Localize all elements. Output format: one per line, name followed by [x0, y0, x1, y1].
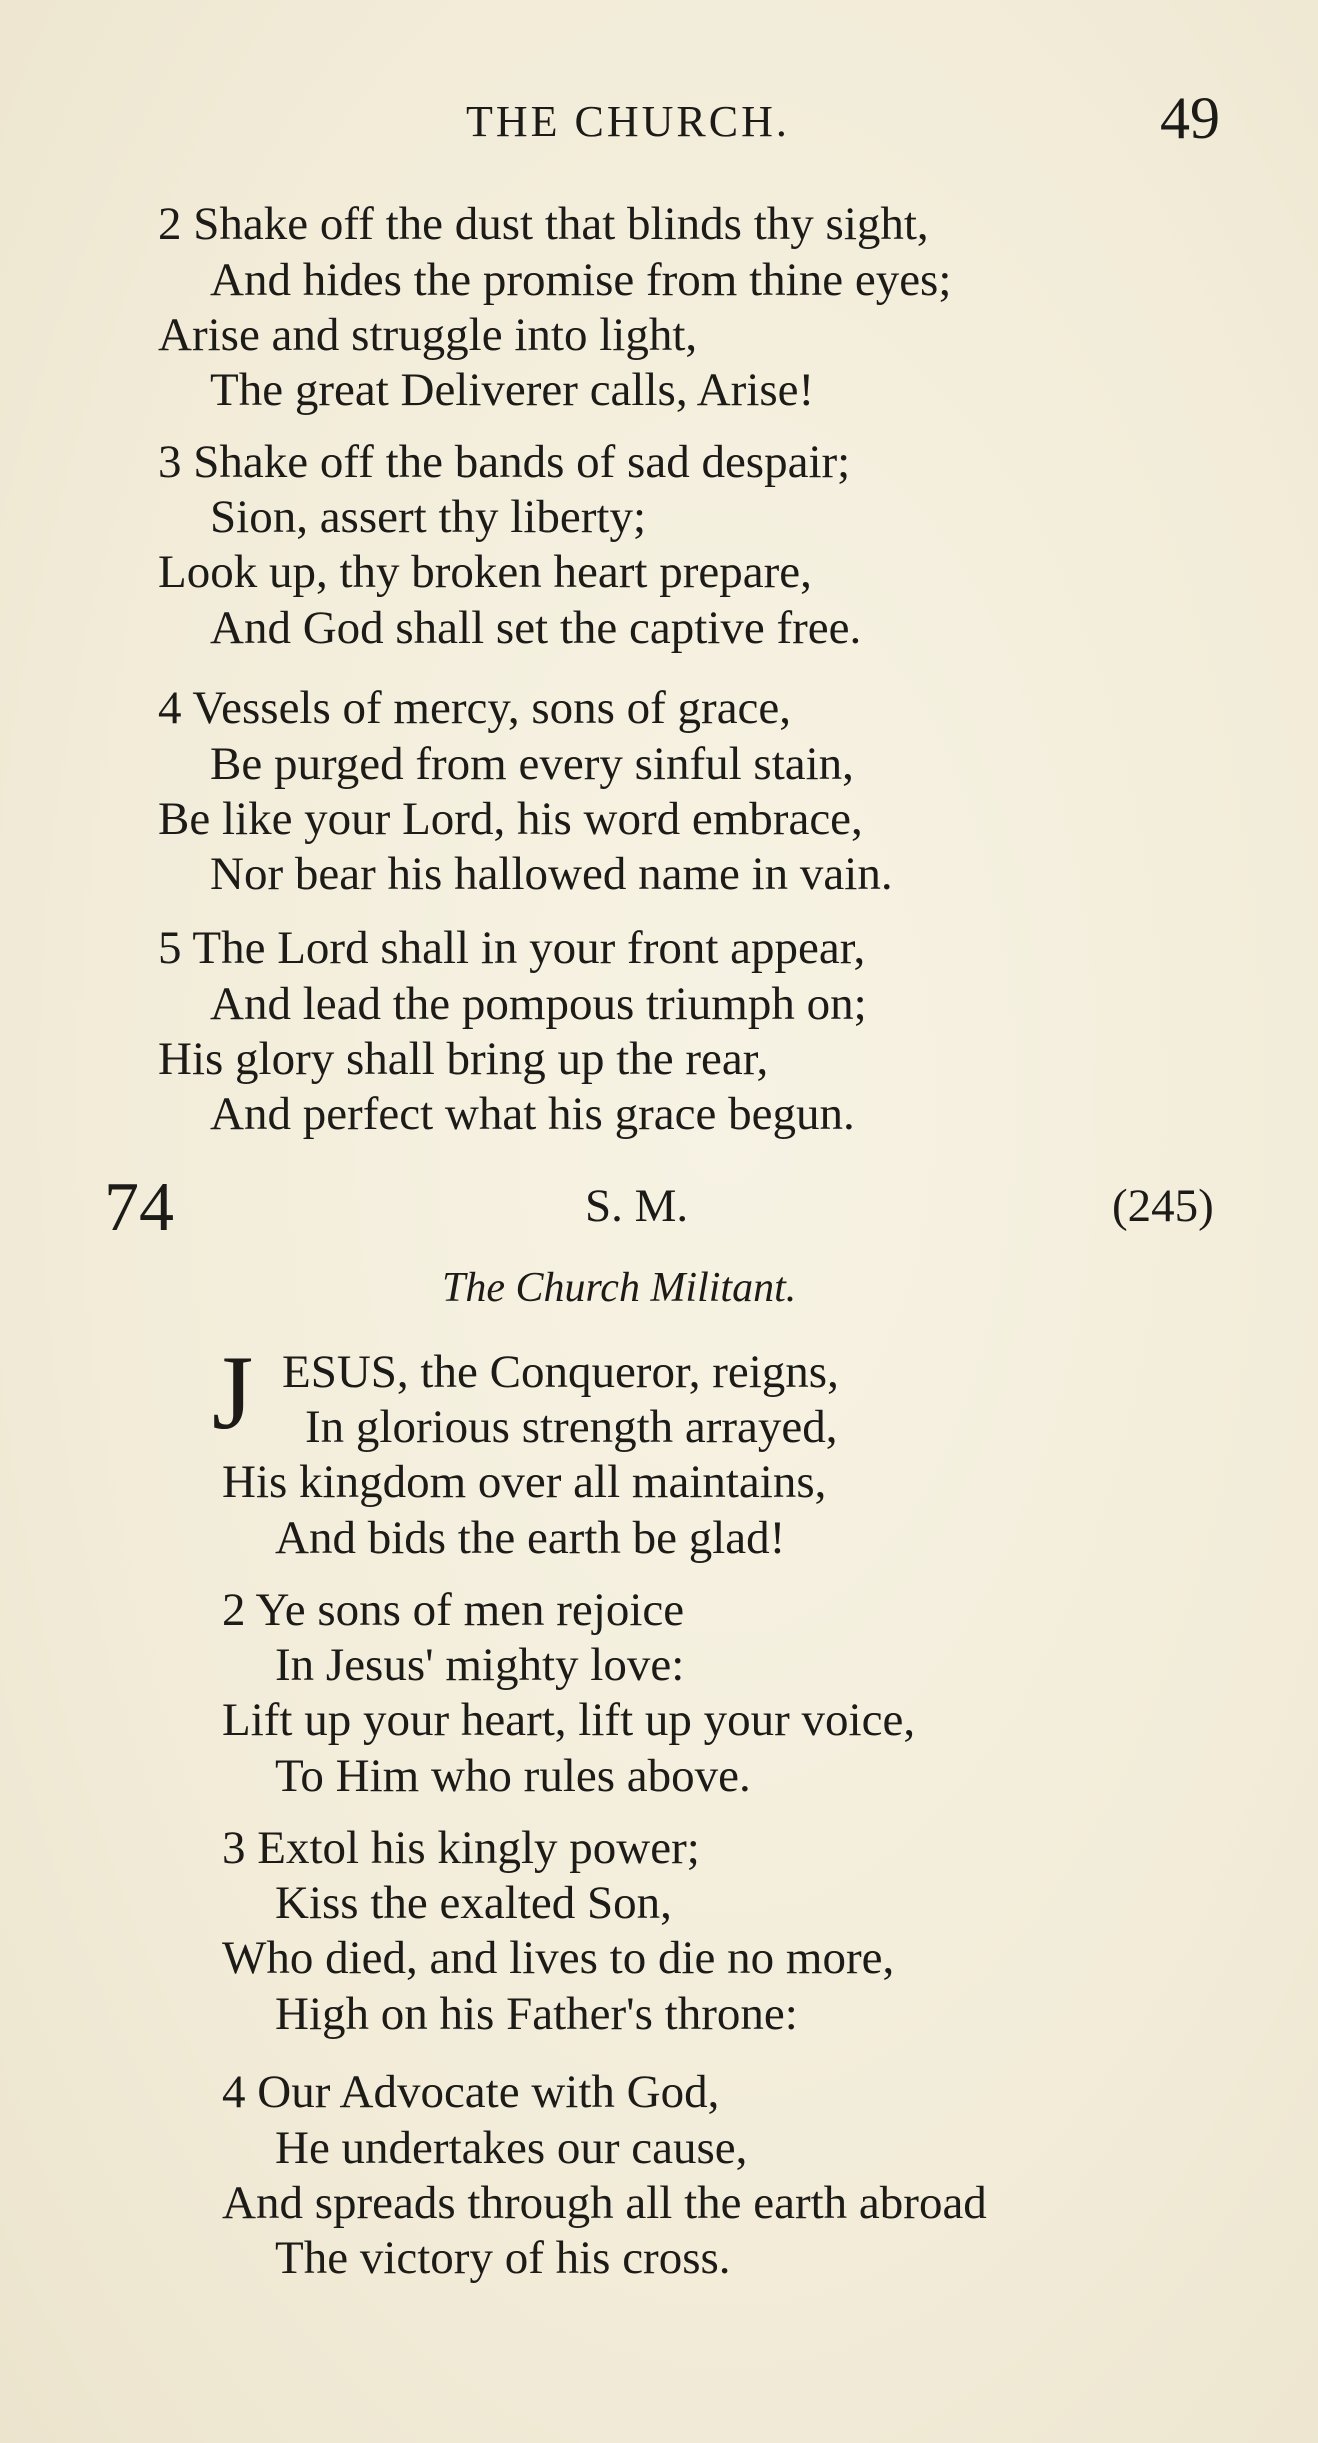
verse-line: Arise and struggle into light,: [158, 309, 698, 361]
page-header: [0, 85, 1318, 158]
verse-line: Sion, assert thy liberty;: [210, 491, 647, 543]
hymn-number: 74: [104, 1169, 174, 1246]
verse-line: Kiss the exalted Son,: [275, 1877, 672, 1929]
verse-line: Be purged from every sinful stain,: [210, 738, 854, 790]
verse-line: 5 The Lord shall in your front appear,: [158, 922, 866, 974]
tune-reference: (245): [1112, 1180, 1214, 1232]
page-number: 49: [1160, 85, 1220, 151]
verse-line: And hides the promise from thine eyes;: [210, 254, 952, 306]
verse-line: Lift up your heart, lift up your voice,: [222, 1694, 916, 1746]
verse-line: The victory of his cross.: [275, 2232, 731, 2284]
verse-line: Look up, thy broken heart prepare,: [158, 546, 812, 598]
hymn-meter: S. M.: [585, 1180, 689, 1232]
verse-line: Be like your Lord, his word embrace,: [158, 793, 863, 845]
verse-line: And lead the pompous triumph on;: [210, 978, 867, 1030]
verse-line: 4 Vessels of mercy, sons of grace,: [158, 682, 792, 734]
verse-line: His kingdom over all maintains,: [222, 1456, 827, 1508]
verse-line: 2 Ye sons of men rejoice: [222, 1584, 685, 1636]
verse-line: In glorious strength arrayed,: [305, 1401, 838, 1453]
verse-line: 3 Shake off the bands of sad despair;: [158, 436, 851, 488]
verse-line: And spreads through all the earth abroad: [222, 2177, 987, 2229]
verse-line: Nor bear his hallowed name in vain.: [210, 848, 893, 900]
verse-line: He undertakes our cause,: [275, 2122, 748, 2174]
verse-line: And bids the earth be glad!: [275, 1512, 786, 1564]
verse-line: And perfect what his grace begun.: [210, 1088, 855, 1140]
drop-cap: J: [212, 1334, 254, 1451]
running-title: THE CHURCH.: [466, 97, 790, 146]
verse-line: 2 Shake off the dust that blinds thy sight,: [158, 198, 929, 250]
verse-line: Who died, and lives to die no more,: [222, 1932, 895, 1984]
verse-line: High on his Father's throne:: [275, 1988, 798, 2040]
hymn-title: The Church Militant.: [442, 1265, 797, 1311]
verse-line: And God shall set the captive free.: [210, 602, 862, 654]
verse-line: In Jesus' mighty love:: [275, 1639, 685, 1691]
verse-line: ESUS, the Conqueror, reigns,: [282, 1346, 839, 1398]
verse-line: To Him who rules above.: [275, 1750, 751, 1802]
verse-line: His glory shall bring up the rear,: [158, 1033, 769, 1085]
verse-line: 4 Our Advocate with God,: [222, 2066, 720, 2118]
verse-line: The great Deliverer calls, Arise!: [210, 364, 815, 416]
verse-line: 3 Extol his kingly power;: [222, 1822, 700, 1874]
